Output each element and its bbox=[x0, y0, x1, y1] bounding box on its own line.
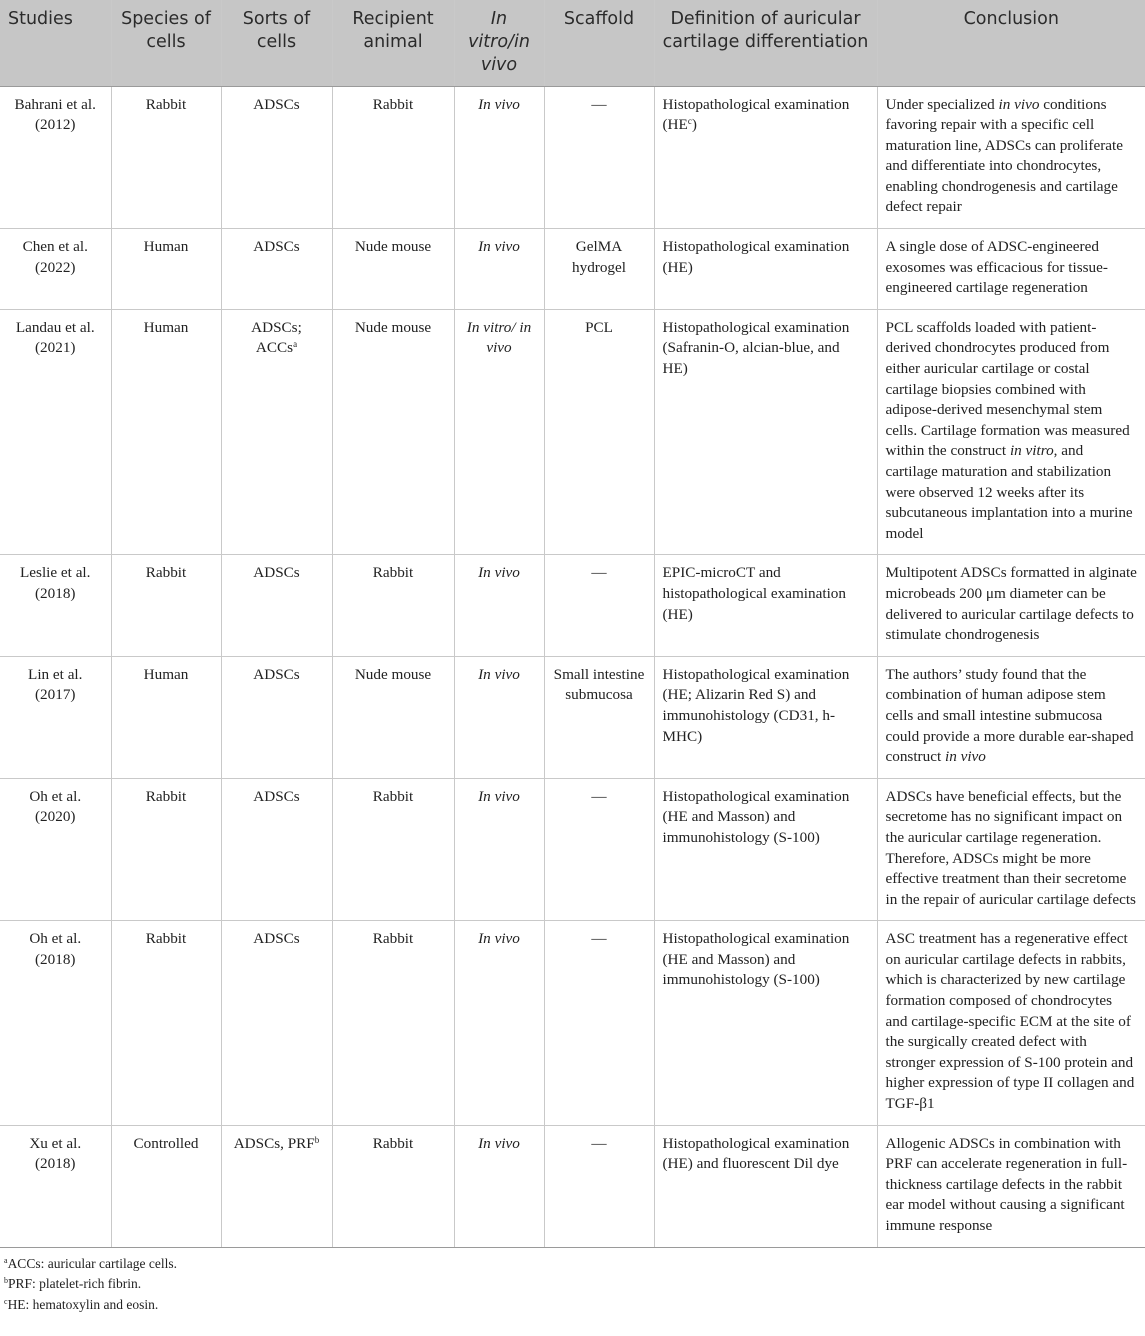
conclusion-italic: in vitro bbox=[1009, 442, 1054, 460]
header-row bbox=[0, 0, 1145, 86]
conclusion-text: Under specialized bbox=[885, 95, 999, 113]
cell-recipient: Nude mouse bbox=[332, 309, 454, 555]
cell-conclusion bbox=[877, 656, 1145, 778]
cell-conclusion: A single dose of ADSC-engineered exosomes was efficacious for tissue-engineered cartilage regeneration bbox=[877, 229, 1145, 310]
footnote bbox=[4, 1274, 1145, 1295]
footnote-mark: b bbox=[314, 1134, 320, 1145]
header-invitro bbox=[454, 0, 544, 86]
cell-sorts: ADSCs bbox=[221, 921, 332, 1125]
cell-definition bbox=[654, 86, 877, 229]
cell-invitro: In vivo bbox=[454, 921, 544, 1125]
cell-recipient: Nude mouse bbox=[332, 656, 454, 778]
table-body bbox=[0, 86, 1145, 1247]
cell-studies: Leslie et al. (2018) bbox=[0, 555, 111, 656]
footnote bbox=[4, 1254, 1145, 1275]
cell-invitro: In vivo bbox=[454, 778, 544, 921]
cell-studies: Xu et al. (2018) bbox=[0, 1125, 111, 1247]
cell-scaffold: GelMA hydrogel bbox=[544, 229, 654, 310]
table-row bbox=[0, 86, 1145, 229]
footnote-text: PRF: platelet-rich fibrin. bbox=[8, 1276, 142, 1292]
cell-scaffold: Small intestine submucosa bbox=[544, 656, 654, 778]
footnote-mark: a bbox=[293, 339, 298, 350]
cell-invitro: In vivo bbox=[454, 86, 544, 229]
cell-studies: Lin et al. (2017) bbox=[0, 656, 111, 778]
cell-conclusion: ADSCs have beneficial effects, but the secretome has no significant impact on the auricular cartilage regeneration. Therefore, ADSCs might be more effective treatment than their secretome in the repair of auricular cartilage defects bbox=[877, 778, 1145, 921]
footnote-text: ACCs: auricular cartilage cells. bbox=[7, 1255, 177, 1271]
cell-recipient: Rabbit bbox=[332, 778, 454, 921]
sorts-line-1: ADSCs; bbox=[251, 318, 302, 336]
cell-scaffold: — bbox=[544, 1125, 654, 1247]
cell-definition: Histopathological examination (HE and Masson) and immunohistology (S-100) bbox=[654, 778, 877, 921]
cell-sorts: ADSCs bbox=[221, 778, 332, 921]
cell-scaffold: — bbox=[544, 86, 654, 229]
cell-sorts: ADSCs bbox=[221, 555, 332, 656]
footnotes bbox=[0, 1248, 1145, 1316]
table-row bbox=[0, 229, 1145, 310]
conclusion-italic: in vivo bbox=[998, 95, 1040, 113]
footnote-mark: a bbox=[4, 1255, 8, 1265]
cell-studies: Bahrani et al. (2012) bbox=[0, 86, 111, 229]
header-conclusion: Conclusion bbox=[877, 0, 1145, 86]
cell-scaffold: — bbox=[544, 921, 654, 1125]
cell-studies: Oh et al. (2020) bbox=[0, 778, 111, 921]
footnote bbox=[4, 1295, 1145, 1316]
cell-definition: Histopathological examination (HE and Masson) and immunohistology (S-100) bbox=[654, 921, 877, 1125]
cell-sorts: ADSCs bbox=[221, 229, 332, 310]
definition-text: Histopathological examination (HE bbox=[662, 95, 850, 134]
table-header bbox=[0, 0, 1145, 86]
conclusion-text: PCL scaffolds loaded with patient-derived chondrocytes produced from either auricular cartilage or costal cartilage biopsies combined with adipose-derived mesenchymal stem cells. Cartilage formation was measured within the construct bbox=[885, 318, 1130, 460]
table-row bbox=[0, 921, 1145, 1125]
table-row bbox=[0, 656, 1145, 778]
cell-recipient: Rabbit bbox=[332, 555, 454, 656]
cell-species: Rabbit bbox=[111, 778, 221, 921]
cell-recipient: Rabbit bbox=[332, 921, 454, 1125]
definition-text-end: ) bbox=[691, 116, 697, 134]
conclusion-italic: in vivo bbox=[944, 748, 986, 766]
header-recipient: Recipient animal bbox=[332, 0, 454, 86]
cell-studies: Chen et al. (2022) bbox=[0, 229, 111, 310]
cell-conclusion: Multipotent ADSCs formatted in alginate microbeads 200 μm diameter can be delivered to auricular cartilage defects to stimulate chondrogenesis bbox=[877, 555, 1145, 656]
sorts-line-2: ACCs bbox=[255, 339, 294, 357]
header-invitro-text: In vitro/in vivo bbox=[468, 9, 530, 75]
cell-species: Rabbit bbox=[111, 86, 221, 229]
table-row bbox=[0, 309, 1145, 555]
cell-definition: Histopathological examination (HE; Alizarin Red S) and immunohistology (CD31, h-MHC) bbox=[654, 656, 877, 778]
table-row bbox=[0, 555, 1145, 656]
cell-conclusion: ASC treatment has a regenerative effect on auricular cartilage defects in rabbits, which is characterized by new cartilage formation composed of chondrocytes and cartilage-specific ECM at the site of the surgically created defect with stronger expression of S-100 protein and higher expression of type II collagen and TGF-β1 bbox=[877, 921, 1145, 1125]
cell-conclusion bbox=[877, 309, 1145, 555]
cell-scaffold: — bbox=[544, 555, 654, 656]
footnote-mark: c bbox=[4, 1296, 8, 1306]
conclusion-text-end: , and cartilage maturation and stabilization were observed 12 weeks after its subcutaneous implantation into a murine model bbox=[885, 442, 1133, 542]
header-studies: Studies bbox=[0, 0, 111, 86]
cell-species: Rabbit bbox=[111, 921, 221, 1125]
cell-conclusion bbox=[877, 86, 1145, 229]
cell-species: Human bbox=[111, 309, 221, 555]
cell-definition: EPIC-microCT and histopathological examination (HE) bbox=[654, 555, 877, 656]
cell-sorts bbox=[221, 309, 332, 555]
cell-invitro: In vivo bbox=[454, 229, 544, 310]
cell-scaffold: PCL bbox=[544, 309, 654, 555]
cell-species: Rabbit bbox=[111, 555, 221, 656]
footnote-mark: c bbox=[687, 116, 692, 127]
conclusion-text-end: conditions favoring repair with a specific cell maturation line, ADSCs can proliferate and differentiate into chondrocytes, enabling chondrogenesis and cartilage defect repair bbox=[885, 95, 1123, 216]
cell-recipient: Rabbit bbox=[332, 86, 454, 229]
cell-recipient: Rabbit bbox=[332, 1125, 454, 1247]
table-row bbox=[0, 1125, 1145, 1247]
footnote-text: HE: hematoxylin and eosin. bbox=[7, 1296, 159, 1312]
cell-sorts: ADSCs bbox=[221, 86, 332, 229]
cell-invitro: In vivo bbox=[454, 555, 544, 656]
footnote-mark: b bbox=[4, 1276, 8, 1286]
cell-recipient: Nude mouse bbox=[332, 229, 454, 310]
cell-definition: Histopathological examination (Safranin-O, alcian-blue, and HE) bbox=[654, 309, 877, 555]
cell-invitro: In vivo bbox=[454, 656, 544, 778]
cell-definition: Histopathological examination (HE) bbox=[654, 229, 877, 310]
sorts-text: ADSCs, PRF bbox=[233, 1134, 315, 1152]
header-species: Species of cells bbox=[111, 0, 221, 86]
cell-studies: Oh et al. (2018) bbox=[0, 921, 111, 1125]
header-definition: Definition of auricular cartilage differentiation bbox=[654, 0, 877, 86]
cell-studies: Landau et al. (2021) bbox=[0, 309, 111, 555]
cell-species: Human bbox=[111, 656, 221, 778]
cell-species: Human bbox=[111, 229, 221, 310]
cell-species: Controlled bbox=[111, 1125, 221, 1247]
cell-sorts bbox=[221, 1125, 332, 1247]
cell-invitro: In vitro/ in vivo bbox=[454, 309, 544, 555]
cell-scaffold: — bbox=[544, 778, 654, 921]
header-scaffold: Scaffold bbox=[544, 0, 654, 86]
header-sorts: Sorts of cells bbox=[221, 0, 332, 86]
cell-definition: Histopathological examination (HE) and fluorescent Dil dye bbox=[654, 1125, 877, 1247]
cell-conclusion: Allogenic ADSCs in combination with PRF can accelerate regeneration in full-thickness cartilage defects in the rabbit ear model without causing a significant immune response bbox=[877, 1125, 1145, 1247]
table-row bbox=[0, 778, 1145, 921]
cell-invitro: In vivo bbox=[454, 1125, 544, 1247]
cell-sorts: ADSCs bbox=[221, 656, 332, 778]
conclusion-text: The authors’ study found that the combination of human adipose stem cells and small intestine submucosa could provide a more durable ear-shaped construct bbox=[885, 665, 1134, 766]
